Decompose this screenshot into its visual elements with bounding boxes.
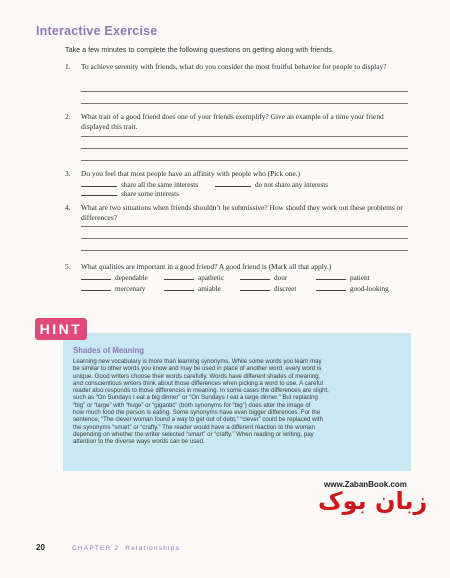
q3-option[interactable]: share some interests [81, 189, 179, 199]
question-1 [65, 62, 410, 72]
hint-line: Learning new vocabulary is more than learning synonyms. While some words you learn may [73, 358, 322, 365]
watermark-url: www.ZabanBook.com [324, 480, 407, 489]
question-number: 2. [65, 112, 71, 121]
hint-line: the synonyms “smart” or “crafty.” The reader would have a different reaction to the woman [73, 423, 315, 431]
q3-option[interactable]: share all the same interests [81, 180, 198, 190]
answer-blank[interactable] [316, 273, 346, 280]
q5-option[interactable]: amiable [164, 284, 221, 294]
q5-option[interactable]: mercenary [81, 284, 145, 294]
answer-blank[interactable] [81, 284, 111, 291]
hint-line: “big” or “large” with “huge” or “gigantic” (both synonyms for “big”) does alter the image of [73, 401, 311, 409]
question-5 [65, 262, 410, 272]
question-3 [65, 169, 410, 179]
answer-blank[interactable] [164, 273, 194, 280]
answer-blank[interactable] [81, 180, 117, 187]
q5-option[interactable]: good-looking [316, 284, 389, 294]
answer-line[interactable] [81, 226, 408, 227]
hint-body [73, 358, 407, 446]
answer-blank[interactable] [81, 273, 111, 280]
answer-blank[interactable] [215, 180, 251, 187]
q5-option[interactable]: patient [316, 273, 370, 283]
answer-line[interactable] [81, 103, 408, 104]
answer-blank[interactable] [240, 273, 270, 280]
page-number: 20 [36, 543, 45, 552]
exercise-intro: Take a few minutes to complete the following questions on getting along with friends. [65, 45, 334, 54]
answer-blank[interactable] [164, 284, 194, 291]
section-label: Relationships [125, 545, 180, 552]
question-text: Do you feel that most people have an affinity with people who (Pick one.) [81, 169, 301, 178]
question-number: 3. [65, 169, 71, 178]
q5-option[interactable]: apathetic [164, 273, 224, 283]
hint-line: and conscientious writers think about those differences when picking a word to use. A careful [73, 379, 323, 387]
question-2 [65, 112, 410, 131]
chapter-footer [72, 545, 180, 552]
watermark-logo: زبان بوک [318, 487, 428, 515]
exercise-title: Interactive Exercise [36, 24, 158, 38]
question-number: 1. [65, 62, 71, 71]
hint-line: be similar to other words you know and may be used in place of another word, every word is [73, 365, 322, 373]
hint-line: sentence, “The clever woman found a way to get out of debt,” “clever” could be replaced with [73, 416, 323, 424]
answer-line[interactable] [81, 238, 408, 239]
q5-option[interactable]: dependable [81, 273, 148, 283]
hint-line: unique. Good writers choose their words carefully. Words have different shades of meaning, [73, 372, 321, 380]
chapter-label: CHAPTER 2 [72, 545, 120, 552]
answer-blank[interactable] [240, 284, 270, 291]
answer-blank[interactable] [316, 284, 346, 291]
hint-title: Shades of Meaning [73, 346, 145, 355]
q5-option[interactable]: discreet [240, 284, 296, 294]
question-text: What are two situations when friends shouldn’t be submissive? How should they work out these problems or differences? [81, 203, 403, 222]
question-text: What qualities are important in a good friend? A good friend is (Mark all that apply.) [81, 262, 332, 271]
q3-option[interactable]: do not share any interests [215, 180, 328, 190]
question-number: 4. [65, 203, 71, 212]
question-text: To achieve serenity with friends, what do you consider the most fruitful behavior for people to display? [81, 62, 387, 71]
hint-line: attention to the diverse ways words can be used. [73, 438, 205, 446]
hint-tab: HINT [35, 318, 87, 340]
q5-option[interactable]: dour [240, 273, 287, 283]
answer-line[interactable] [81, 136, 408, 137]
answer-line[interactable] [81, 160, 408, 161]
question-text: What trait of a good friend does one of your friends exemplify? Give an example of a time your friend displayed this trait. [81, 112, 384, 131]
answer-blank[interactable] [81, 189, 117, 196]
answer-line[interactable] [81, 91, 408, 92]
answer-line[interactable] [81, 148, 408, 149]
hint-line: such as “On Sundays I eat a big dinner” or “On Sundays I eat a large dinner.” But replacing [73, 394, 318, 402]
hint-line: how much food the person is eating. Some synonyms have even bigger differences. For the [73, 409, 321, 417]
hint-line: depending on whether the writer selected “smart” or “crafty.” When reading or writing, pay [73, 430, 314, 438]
question-4 [65, 203, 410, 222]
hint-line: reader also responds to those differences in meaning. In some cases the differences are slight, [73, 387, 329, 395]
answer-line[interactable] [81, 250, 408, 251]
question-number: 5. [65, 262, 71, 271]
